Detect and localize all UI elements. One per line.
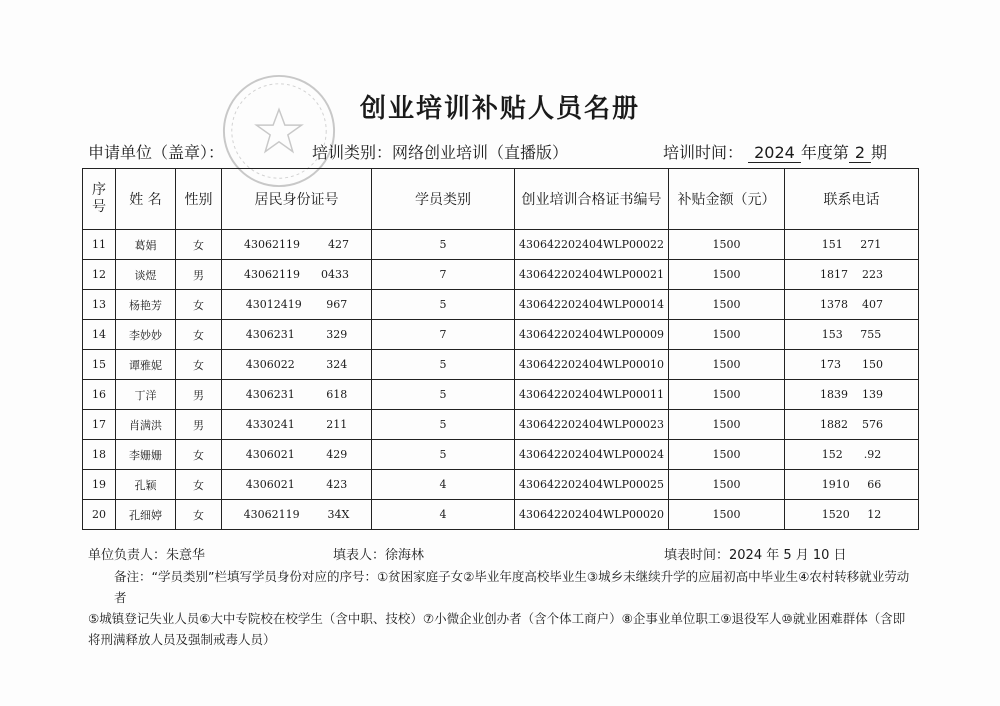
cell-phone: 1378 407	[785, 290, 919, 320]
cell-student-type: 5	[372, 230, 515, 260]
cell-gender: 男	[176, 380, 222, 410]
cell-gender: 男	[176, 260, 222, 290]
cell-certificate: 430642202404WLP00025	[515, 470, 669, 500]
cell-name: 丁洋	[116, 380, 176, 410]
cell-phone: 1882 576	[785, 410, 919, 440]
cell-id-number: 43062119 427	[222, 230, 372, 260]
cell-name: 肖满洪	[116, 410, 176, 440]
training-type-label: 培训类别：	[312, 143, 393, 162]
cell-name: 杨艳芳	[116, 290, 176, 320]
cell-certificate: 430642202404WLP00010	[515, 350, 669, 380]
training-time-line	[663, 140, 887, 162]
cell-id-number: 43062119 34X	[222, 500, 372, 530]
remarks-line-1: 备注：“学员类别”栏填写学员身份对应的序号：①贫困家庭子女②毕业年度高校毕业生③城乡未继续升学的应届初高中毕业生④农村转移就业劳动者	[114, 569, 910, 605]
cell-seq: 18	[83, 440, 116, 470]
cell-seq: 14	[83, 320, 116, 350]
cell-gender: 女	[176, 290, 222, 320]
cell-subsidy: 1500	[669, 380, 785, 410]
cell-name: 葛娟	[116, 230, 176, 260]
cell-phone: 1839 139	[785, 380, 919, 410]
cell-student-type: 5	[372, 440, 515, 470]
cell-subsidy: 1500	[669, 410, 785, 440]
cell-certificate: 430642202404WLP00009	[515, 320, 669, 350]
cell-name: 李妙妙	[116, 320, 176, 350]
table-row	[83, 230, 919, 260]
header-id-number: 居民身份证号	[222, 169, 372, 230]
cell-seq: 11	[83, 230, 116, 260]
cell-name: 李姗姗	[116, 440, 176, 470]
table-row	[83, 410, 919, 440]
cell-phone: 173 150	[785, 350, 919, 380]
cell-certificate: 430642202404WLP00022	[515, 230, 669, 260]
header-name: 姓 名	[116, 169, 176, 230]
cell-id-number: 4306231 618	[222, 380, 372, 410]
cell-gender: 女	[176, 320, 222, 350]
table-header-row	[83, 169, 919, 230]
cell-phone: 151 271	[785, 230, 919, 260]
remarks-line-3: 将刑满释放人员及强制戒毒人员）	[88, 632, 276, 647]
training-type-line	[312, 140, 568, 162]
table-row	[83, 320, 919, 350]
training-year: 2024	[748, 143, 801, 163]
cell-gender: 女	[176, 350, 222, 380]
cell-student-type: 4	[372, 470, 515, 500]
cell-gender: 女	[176, 470, 222, 500]
cell-phone: 152 .92	[785, 440, 919, 470]
cell-id-number: 4306231 329	[222, 320, 372, 350]
cell-phone: 1910 66	[785, 470, 919, 500]
cell-name: 谭雅妮	[116, 350, 176, 380]
cell-student-type: 5	[372, 410, 515, 440]
training-time-label: 培训时间：	[663, 143, 744, 162]
cell-name: 孔细婷	[116, 500, 176, 530]
header-seq	[83, 169, 116, 230]
cell-certificate: 430642202404WLP00024	[515, 440, 669, 470]
cell-certificate: 430642202404WLP00023	[515, 410, 669, 440]
training-period: 2	[849, 143, 871, 163]
unit-head: 单位负责人：朱意华	[88, 548, 206, 563]
table-row	[83, 290, 919, 320]
cell-certificate: 430642202404WLP00014	[515, 290, 669, 320]
cell-subsidy: 1500	[669, 260, 785, 290]
cell-subsidy: 1500	[669, 290, 785, 320]
subsidy-roster-table	[82, 168, 919, 530]
header-seq-label: 序号	[92, 182, 106, 215]
header-subsidy: 补贴金额（元）	[669, 169, 785, 230]
period-suffix: 期	[871, 143, 888, 162]
cell-gender: 女	[176, 440, 222, 470]
cell-certificate: 430642202404WLP00011	[515, 380, 669, 410]
cell-gender: 女	[176, 230, 222, 260]
table-row	[83, 260, 919, 290]
cell-phone: 1817 223	[785, 260, 919, 290]
cell-student-type: 4	[372, 500, 515, 530]
cell-student-type: 5	[372, 350, 515, 380]
header-phone: 联系电话	[785, 169, 919, 230]
cell-seq: 17	[83, 410, 116, 440]
cell-id-number: 4306022 324	[222, 350, 372, 380]
cell-name: 谈煜	[116, 260, 176, 290]
cell-id-number: 4306021 429	[222, 440, 372, 470]
cell-id-number: 43062119 0433	[222, 260, 372, 290]
cell-id-number: 4330241 211	[222, 410, 372, 440]
header-certificate: 创业培训合格证书编号	[515, 169, 669, 230]
document-title: 创业培训补贴人员名册	[359, 94, 640, 124]
training-type-value: 网络创业培训（直播版）	[392, 143, 569, 162]
remarks	[88, 566, 920, 650]
table-row	[83, 470, 919, 500]
cell-certificate: 430642202404WLP00021	[515, 260, 669, 290]
cell-student-type: 5	[372, 380, 515, 410]
cell-phone: 1520 12	[785, 500, 919, 530]
cell-seq: 20	[83, 500, 116, 530]
cell-seq: 12	[83, 260, 116, 290]
table-row	[83, 350, 919, 380]
cell-seq: 19	[83, 470, 116, 500]
cell-student-type: 7	[372, 320, 515, 350]
cell-id-number: 43012419 967	[222, 290, 372, 320]
cell-subsidy: 1500	[669, 320, 785, 350]
cell-subsidy: 1500	[669, 440, 785, 470]
cell-subsidy: 1500	[669, 500, 785, 530]
header-gender: 性别	[176, 169, 222, 230]
cell-subsidy: 1500	[669, 350, 785, 380]
year-suffix: 年度第	[800, 143, 849, 162]
cell-subsidy: 1500	[669, 470, 785, 500]
cell-phone: 153 755	[785, 320, 919, 350]
header-student-type: 学员类别	[372, 169, 515, 230]
cell-id-number: 4306021 423	[222, 470, 372, 500]
applicant-label: 申请单位（盖章）：	[88, 143, 225, 162]
form-filler: 填表人：徐海林	[333, 548, 425, 563]
cell-seq: 16	[83, 380, 116, 410]
cell-seq: 13	[83, 290, 116, 320]
cell-gender: 男	[176, 410, 222, 440]
cell-name: 孔颖	[116, 470, 176, 500]
cell-subsidy: 1500	[669, 230, 785, 260]
cell-student-type: 7	[372, 260, 515, 290]
table-row	[83, 500, 919, 530]
cell-gender: 女	[176, 500, 222, 530]
table-row	[83, 380, 919, 410]
cell-seq: 15	[83, 350, 116, 380]
fill-date: 填表时间：2024 年 5 月 10 日	[664, 548, 847, 563]
cell-student-type: 5	[372, 290, 515, 320]
cell-certificate: 430642202404WLP00020	[515, 500, 669, 530]
remarks-line-2: ⑤城镇登记失业人员⑥大中专院校在校学生（含中职、技校）⑦小微企业创办者（含个体工商户）⑧企事业单位职工⑨退役军人⑩就业困难群体（含即	[88, 611, 906, 626]
table-row	[83, 440, 919, 470]
